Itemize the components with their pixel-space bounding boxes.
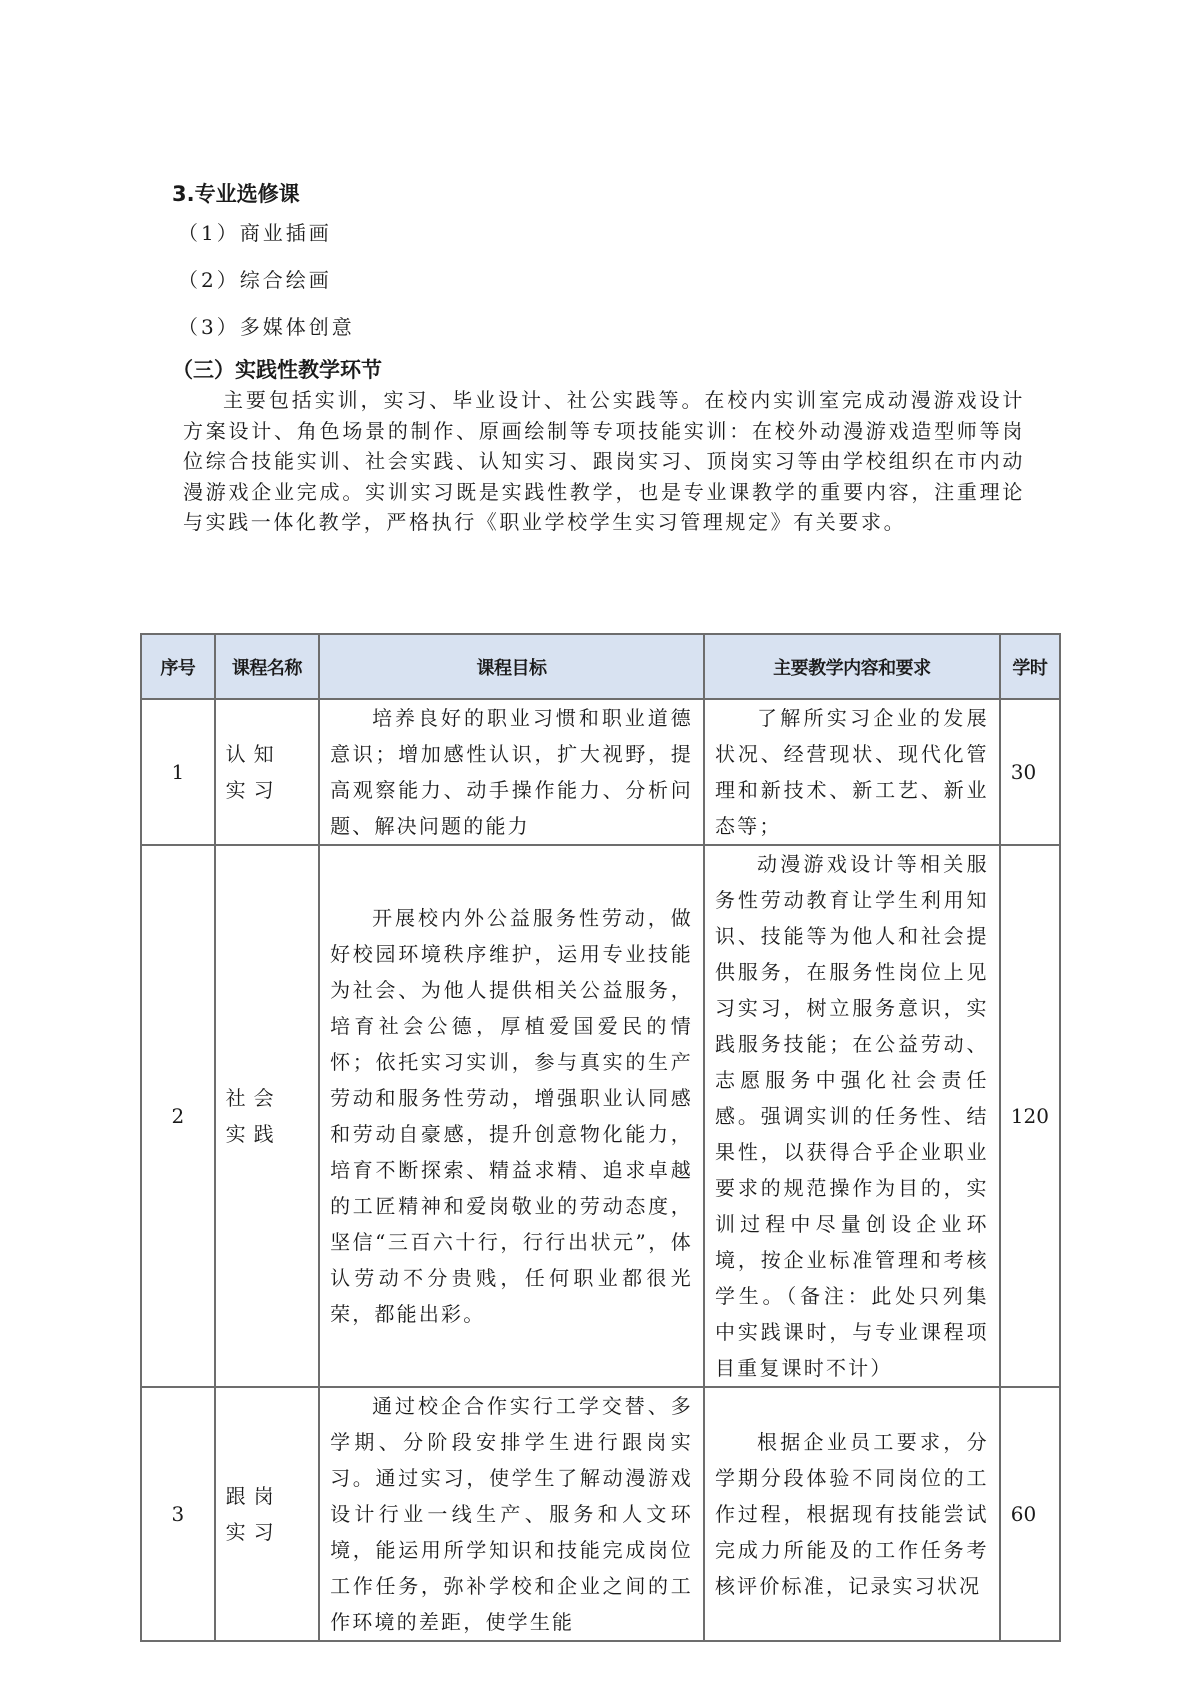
header-index: 序号 xyxy=(141,634,215,699)
row-course-name: 认知实习 xyxy=(215,699,319,845)
row-course-name: 跟岗实习 xyxy=(215,1387,319,1641)
row-course-goal: 开展校内外公益服务性劳动，做好校园环境秩序维护，运用专业技能为社会、为他人提供相关公益服务，培育社会公德，厚植爱国爱民的情怀；依托实习实训，参与真实的生产劳动和服务性劳动，增强职业认同感和劳动自豪感，提升创意物化能力，培育不断探索、精益求精、追求卓越的工匠精神和爱岗敬业的劳动态度，坚信“三百六十行，行行出状元”，体认劳动不分贵贱，任何职业都很光荣，都能出彩。 xyxy=(319,845,704,1387)
row-hours: 30 xyxy=(1000,699,1060,845)
header-course-goal: 课程目标 xyxy=(319,634,704,699)
section-heading: 3.专业选修课 xyxy=(172,182,300,206)
row-content-requirements: 了解所实习企业的发展状况、经营现状、现代化管理和新技术、新工艺、新业态等； xyxy=(704,699,1000,845)
elective-item: （1）商业插画 xyxy=(178,221,332,245)
row-content-requirements: 根据企业员工要求，分学期分段体验不同岗位的工作过程，根据现有技能尝试完成力所能及的工作任务考核评价标准，记录实习状况 xyxy=(704,1387,1000,1641)
row-index: 2 xyxy=(141,845,215,1387)
header-course-name: 课程名称 xyxy=(215,634,319,699)
elective-item: （3）多媒体创意 xyxy=(178,315,355,339)
table-row xyxy=(141,1387,1060,1641)
table-row xyxy=(141,699,1060,845)
row-content-requirements: 动漫游戏设计等相关服务性劳动教育让学生利用知识、技能等为他人和社会提供服务，在服务性岗位上见习实习，树立服务意识，实践服务技能；在公益劳动、志愿服务中强化社会责任感。强调实训的任务性、结果性，以获得合乎企业职业要求的规范操作为目的，实训过程中尽量创设企业环境，按企业标准管理和考核学生。（备注：此处只列集中实践课时，与专业课程项目重复课时不计） xyxy=(704,845,1000,1387)
row-hours: 60 xyxy=(1000,1387,1060,1641)
header-hours: 学时 xyxy=(1000,634,1060,699)
header-content-requirements: 主要教学内容和要求 xyxy=(704,634,1000,699)
row-index: 1 xyxy=(141,699,215,845)
subsection-heading: （三）实践性教学环节 xyxy=(172,358,382,382)
row-index: 3 xyxy=(141,1387,215,1641)
row-hours: 120 xyxy=(1000,845,1060,1387)
intro-paragraph: 主要包括实训，实习、毕业设计、社公实践等。在校内实训室完成动漫游戏设计方案设计、角色场景的制作、原画绘制等专项技能实训：在校外动漫游戏造型师等岗位综合技能实训、社会实践、认知实习、跟岗实习、顶岗实习等由学校组织在市内动漫游戏企业完成。实训实习既是实践性教学，也是专业课教学的重要内容，注重理论与实践一体化教学，严格执行《职业学校学生实习管理规定》有关要求。 xyxy=(183,388,1025,534)
row-course-name: 社会实践 xyxy=(215,845,319,1387)
practice-course-table xyxy=(140,633,1061,1642)
table-header-row xyxy=(141,634,1060,699)
row-course-goal: 通过校企合作实行工学交替、多学期、分阶段安排学生进行跟岗实习。通过实习，使学生了解动漫游戏设计行业一线生产、服务和人文环境，能运用所学知识和技能完成岗位工作任务，弥补学校和企业之间的工作环境的差距，使学生能 xyxy=(319,1387,704,1641)
elective-item: （2）综合绘画 xyxy=(178,268,332,292)
row-course-goal: 培养良好的职业习惯和职业道德意识；增加感性认识，扩大视野，提高观察能力、动手操作能力、分析问题、解决问题的能力 xyxy=(319,699,704,845)
table-row xyxy=(141,845,1060,1387)
